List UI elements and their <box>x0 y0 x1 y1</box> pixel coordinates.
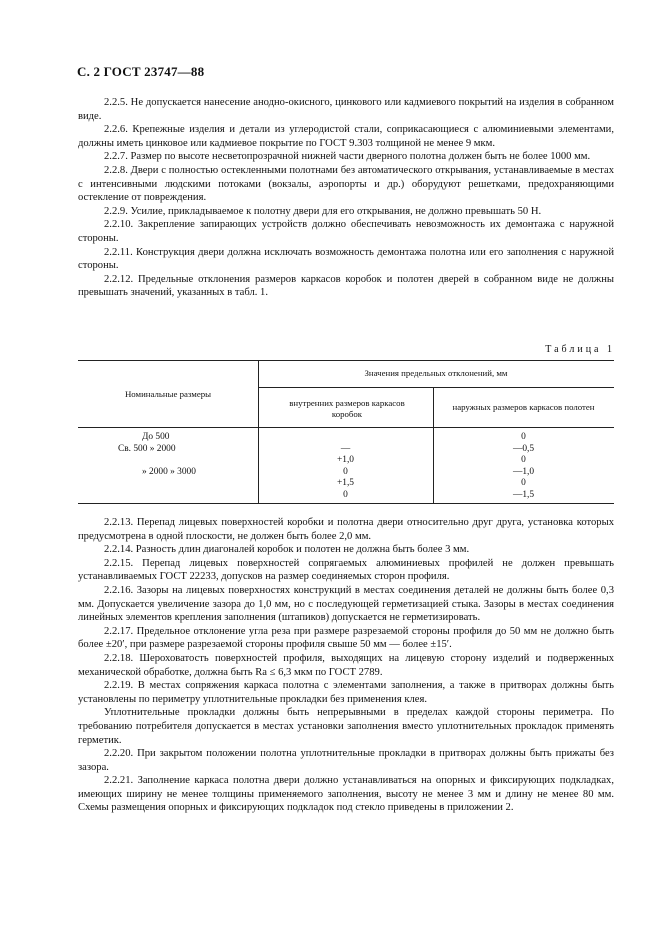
paragraph-2-2-15: 2.2.15. Перепад лицевых поверхностей сопрягаемых алюминиевых профилей не должен превышать устанавливаемых ГОСТ 22233, допусков на размер соединяемых сторон профиля. <box>78 557 614 583</box>
table-1 <box>78 360 614 504</box>
nominal-line: Св. 500 » 2000 <box>118 443 176 454</box>
col-outer-values <box>433 432 614 501</box>
paragraph-2-2-20: 2.2.20. При закрытом положении полотна уплотнительные прокладки в притворах должны быть прижаты без зазора. <box>78 748 614 773</box>
paragraph-seals: Уплотнительные прокладки должны быть непрерывными в пределах каждой стороны периметра. По требованию потребителя допускается в местах установки заполнения вместо уплотнительных прокладок применять герметик. <box>78 707 614 746</box>
paragraph-2-2-19: 2.2.19. В местах сопряжения каркаса полотна с элементами заполнения, а также в притворах должны быть установлены по периметру уплотнительные прокладки без применения клея. <box>78 680 614 705</box>
table-caption: Таблица 1 <box>545 344 615 355</box>
page-header: С. 2 ГОСТ 23747—88 <box>77 64 205 79</box>
paragraph-2-2-7: 2.2.7. Размер по высоте несветопрозрачной нижней части дверного полотна должен быть не более 1000 мм. <box>104 151 591 163</box>
inner-value: 0 <box>343 489 348 500</box>
outer-value: —1,5 <box>512 489 535 500</box>
outer-value: —1,0 <box>512 466 535 477</box>
text-block-top <box>78 96 614 300</box>
paragraph-2-2-13: 2.2.13. Перепад лицевых поверхностей коробки и полотна двери относительно друг друга, установка которых предусмотрена в одной плоскости, не должен быть более 2,0 мм. <box>78 517 614 542</box>
paragraph-2-2-21: 2.2.21. Заполнение каркаса полотна двери должно устанавливаться на опорных и фиксирующих подкладках, имеющих ширину не менее толщины применяемого заполнения, высоту не менее 3 мм и длину не менее 80 мм. Схемы размещения опорных и фиксирующих подкладок под стекло приведены в приложении 2. <box>78 775 614 814</box>
table-group-rule <box>258 387 614 388</box>
col-header-nominal: Номинальные размеры <box>124 389 212 399</box>
paragraph-2-2-12: 2.2.12. Предельные отклонения размеров каркасов коробок и полотен дверей в собранном виде не должны превышать значений, указанных в табл. 1. <box>78 273 614 299</box>
col-header-inner: внутренних размеров каркасов коробок <box>289 398 405 419</box>
inner-value: +1,0 <box>336 455 354 465</box>
paragraph-2-2-10: 2.2.10. Закрепление запирающих устройств должно обеспечивать невозможность их демонтажа с наружной стороны. <box>78 219 614 244</box>
paragraph-2-2-11: 2.2.11. Конструкция двери должна исключать возможность демонтажа полотна или его заполнения с наружной стороны. <box>78 246 614 272</box>
inner-value: +1,5 <box>336 478 354 488</box>
outer-value: —0,5 <box>512 443 535 454</box>
paragraph-2-2-18: 2.2.18. Шероховатость поверхностей профиля, выходящих на лицевую сторону изделий и подверженных механической обработке, должна быть Ra ≤ 6,3 мкм по ГОСТ 2789. <box>78 652 614 678</box>
outer-value: 0 <box>521 455 526 465</box>
col-inner-values <box>258 432 433 501</box>
outer-value: 0 <box>521 432 526 442</box>
paragraph-2-2-14: 2.2.14. Разность длин диагоналей коробок и полотен не должна быть более 3 мм. <box>104 544 470 556</box>
table-bottom-rule <box>78 503 614 504</box>
paragraph-2-2-17: 2.2.17. Предельное отклонение угла реза при размере разрезаемой стороны профиля до 50 мм не должно быть более ±20′, при размере разрезаемой стороны профиля свыше 50 мм — более ±15′. <box>78 625 614 651</box>
outer-value: 0 <box>521 478 526 488</box>
table-header-rule <box>78 427 614 428</box>
paragraph-2-2-5: 2.2.5. Не допускается нанесение анодно-окисного, цинкового или кадмиевого покрытий на изделия в собранном виде. <box>78 97 614 122</box>
inner-value: 0 <box>343 466 348 477</box>
col-header-outer: наружных размеров каркасов полотен <box>452 402 595 412</box>
nominal-line: » 2000 » 3000 <box>142 466 196 477</box>
text-block-bottom <box>78 516 614 815</box>
inner-value: — <box>340 443 351 454</box>
nominal-line <box>118 455 228 467</box>
paragraph-2-2-9: 2.2.9. Усилие, прикладываемое к полотну двери для его открывания, не должно превышать 50 Н. <box>104 205 542 217</box>
table-top-rule <box>78 360 614 361</box>
paragraph-2-2-16: 2.2.16. Зазоры на лицевых поверхностях конструкций в местах соединения деталей не должны быть более 0,3 мм. Допускается увеличение зазора до 1,0 мм, но с последующей герметизацией стыка. Зазоры в местах соединения линейных элементов крепления заполнения (штапиков) допускается не герметизировать. <box>78 584 614 624</box>
col-header-group: Значения предельных отклонений, мм <box>364 368 508 378</box>
paragraph-2-2-8: 2.2.8. Двери с полностью остекленными полотнами без автоматического открывания, устанавливаемые в местах с интенсивными людскими потоками (вокзалы, аэропорты и др.) оборудуют решетками, предохраняющими остекление от повреждения. <box>78 164 614 204</box>
paragraph-2-2-6: 2.2.6. Крепежные изделия и детали из углеродистой стали, соприкасающиеся с алюминиевыми элементами, должны иметь цинковое или кадмиевое покрытие по ГОСТ 9.303 толщиной не менее 9 мкм. <box>78 124 614 149</box>
nominal-line: До 500 <box>142 432 170 442</box>
inner-value <box>258 432 433 444</box>
col-nominal-values <box>118 432 228 490</box>
nominal-line <box>118 478 228 490</box>
